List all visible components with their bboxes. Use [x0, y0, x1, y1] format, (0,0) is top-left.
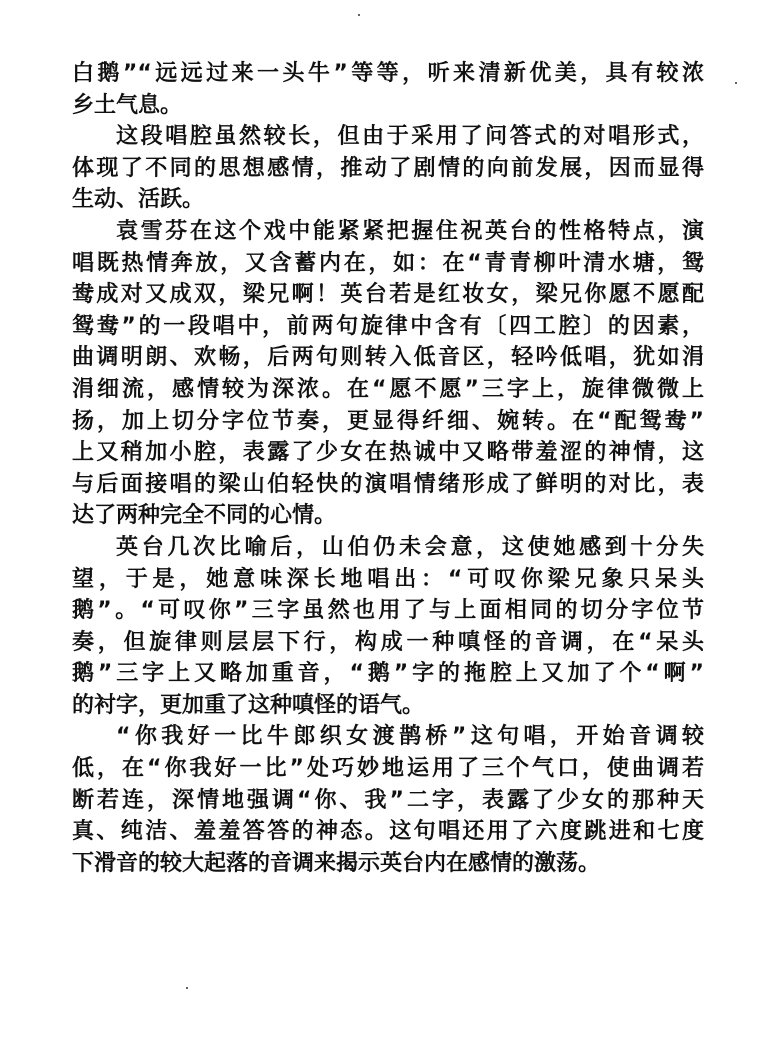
paragraph-5 — [72, 721, 704, 879]
text-line: 鸳鸯”的一段唱中，前两句旋律中含有〔四工腔〕的因素， — [72, 313, 704, 339]
text-line: 鸯成对又成双，梁兄啊！英台若是红妆女，梁兄你愿不愿配 — [72, 282, 704, 308]
text-line: 袁雪芬在这个戏中能紧紧把握住祝英台的性格特点，演 — [116, 218, 704, 244]
paragraph-2 — [72, 121, 704, 216]
text-line: 望，于是，她意味深长地唱出：“可叹你梁兄象只呆头 — [72, 566, 704, 592]
text-line: 涓细流，感情较为深浓。在“愿不愿”三字上，旋律微微上 — [72, 376, 704, 402]
text-line: 曲调明朗、欢畅，后两句则转入低音区，轻吟低唱，犹如涓 — [72, 345, 704, 371]
paragraph-3 — [72, 216, 704, 532]
text-line: 上又稍加小腔，表露了少女在热诚中又略带羞涩的神情，这 — [72, 440, 704, 466]
text-line: 体现了不同的思想感情，推动了剧情的向前发展，因而显得 — [72, 155, 704, 181]
text-line: 乡土气息。 — [72, 92, 183, 118]
text-line: 达了两种完全不同的心情。 — [72, 503, 337, 529]
text-line: 奏，但旋律则层层下行，构成一种嗔怪的音调，在“呆头 — [72, 629, 704, 655]
text-line: 英台几次比喻后，山伯仍未会意，这使她感到十分失 — [116, 534, 704, 560]
text-line: 唱既热情奔放，又含蓄内在，如：在“青青柳叶清水塘，鸳 — [72, 250, 704, 276]
scan-speck — [358, 14, 360, 16]
text-line: “你我好一比牛郎织女渡鹊桥”这句唱，开始音调较 — [116, 724, 704, 750]
text-line: 扬，加上切分字位节奏，更显得纤细、婉转。在“配鸳鸯” — [72, 408, 704, 434]
text-line: 鹅”。“可叹你”三字虽然也用了与上面相同的切分字位节 — [72, 598, 704, 624]
text-line: 这段唱腔虽然较长，但由于采用了问答式的对唱形式， — [116, 124, 704, 150]
paragraph-1 — [72, 58, 704, 121]
text-line: 低，在“你我好一比”处巧妙地运用了三个气口，使曲调若 — [72, 756, 704, 782]
text-line: 断若连，深情地强调“你、我”二字，表露了少女的那种天 — [72, 787, 704, 813]
document-page — [72, 58, 704, 879]
text-line: 与后面接唱的梁山伯轻快的演唱情绪形成了鲜明的对比，表 — [72, 471, 704, 497]
text-line: 生动、活跃。 — [72, 187, 205, 213]
text-line: 真、纯洁、羞羞答答的神态。这句唱还用了六度跳进和七度 — [72, 819, 704, 845]
text-line: 下滑音的较大起落的音调来揭示英台内在感情的激荡。 — [72, 850, 601, 876]
scan-speck — [186, 987, 188, 989]
text-line: 白鹅”“远远过来一头牛”等等，听来清新优美，具有较浓 — [72, 61, 704, 86]
paragraph-4 — [72, 532, 704, 722]
text-line: 的衬字，更加重了这种嗔怪的语气。 — [72, 692, 425, 718]
text-line: 鹅”三字上又略加重音，“鹅”字的拖腔上又加了个“啊” — [72, 661, 704, 687]
scan-speck — [735, 82, 737, 84]
